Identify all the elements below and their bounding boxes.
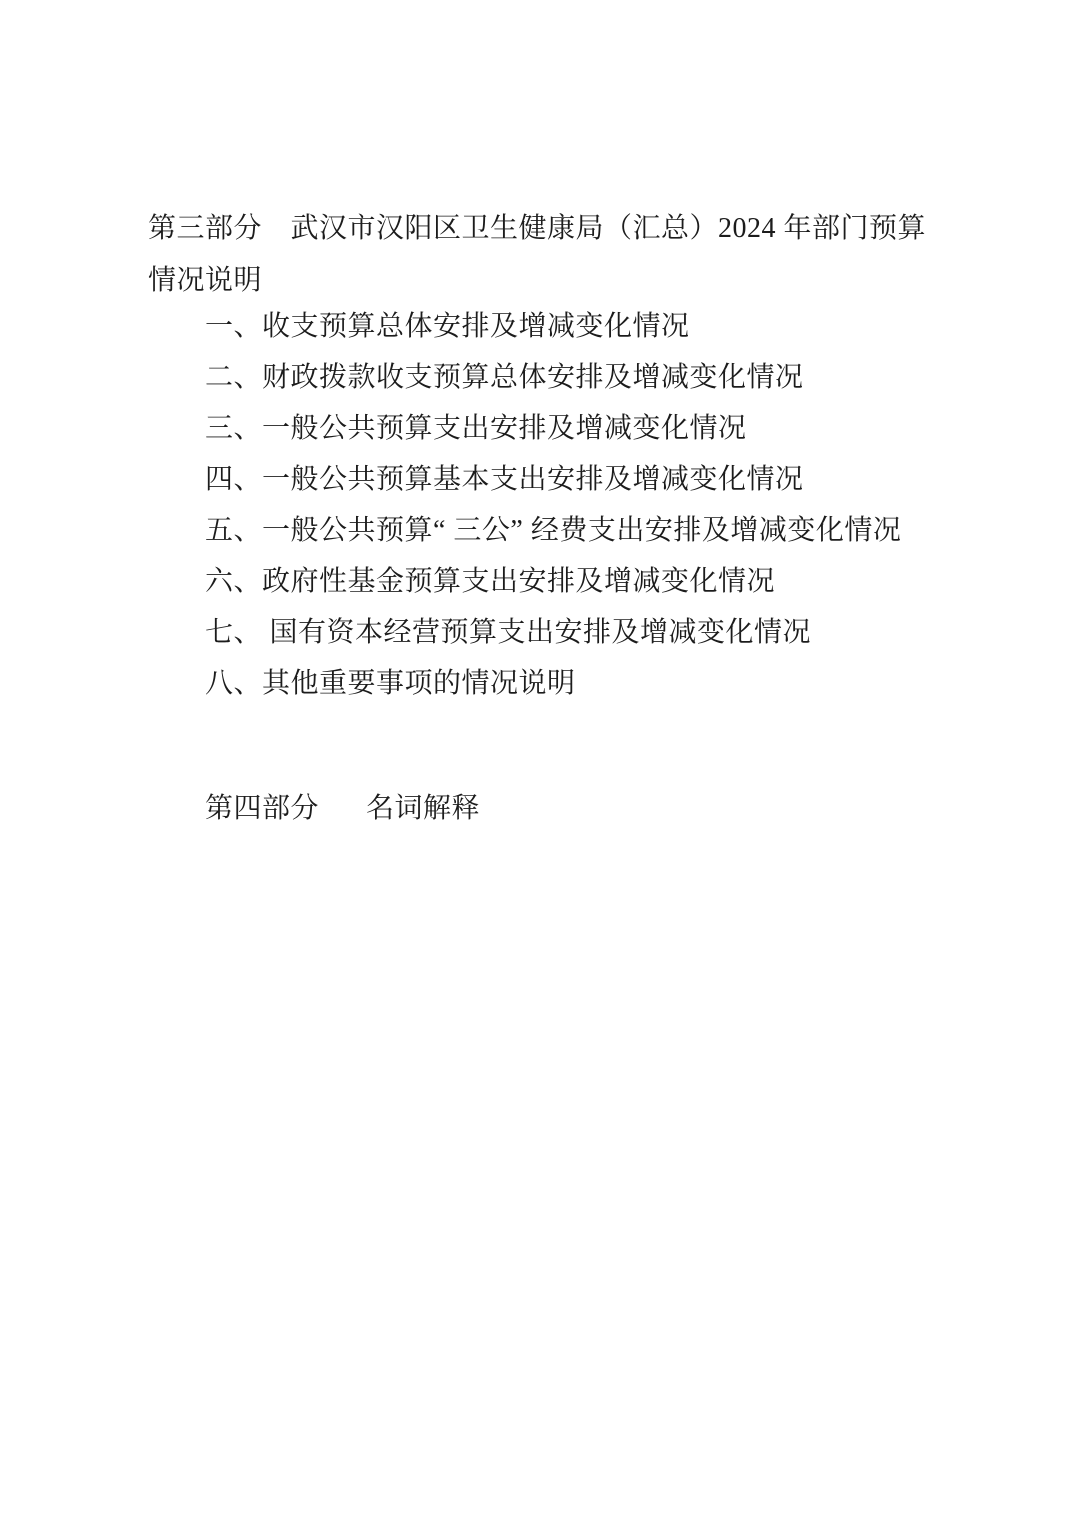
- section3-heading: [148, 203, 958, 307]
- section3-toc-list: [205, 301, 965, 709]
- section3-heading-line2: 情况说明: [148, 265, 263, 296]
- section3-heading-line1: 第三部分 武汉市汉阳区卫生健康局（汇总）2024 年部门预算: [148, 213, 927, 244]
- toc-item-3: 三、一般公共预算支出安排及增减变化情况: [205, 413, 747, 444]
- toc-item-2: 二、财政拨款收支预算总体安排及增减变化情况: [205, 362, 804, 393]
- toc-item-8: 八、其他重要事项的情况说明: [205, 668, 576, 699]
- toc-item-4: 四、一般公共预算基本支出安排及增减变化情况: [205, 464, 804, 495]
- toc-item-1: 一、收支预算总体安排及增减变化情况: [205, 311, 690, 342]
- toc-item-7: 七、 国有资本经营预算支出安排及增减变化情况: [205, 617, 812, 648]
- toc-item-6: 六、政府性基金预算支出安排及增减变化情况: [205, 566, 776, 597]
- section4-part-label: 第四部分: [205, 793, 320, 824]
- toc-item-5: 五、一般公共预算“ 三公” 经费支出安排及增减变化情况: [205, 515, 902, 546]
- section4-heading: [205, 783, 480, 835]
- section4-title: 名词解释: [366, 793, 481, 824]
